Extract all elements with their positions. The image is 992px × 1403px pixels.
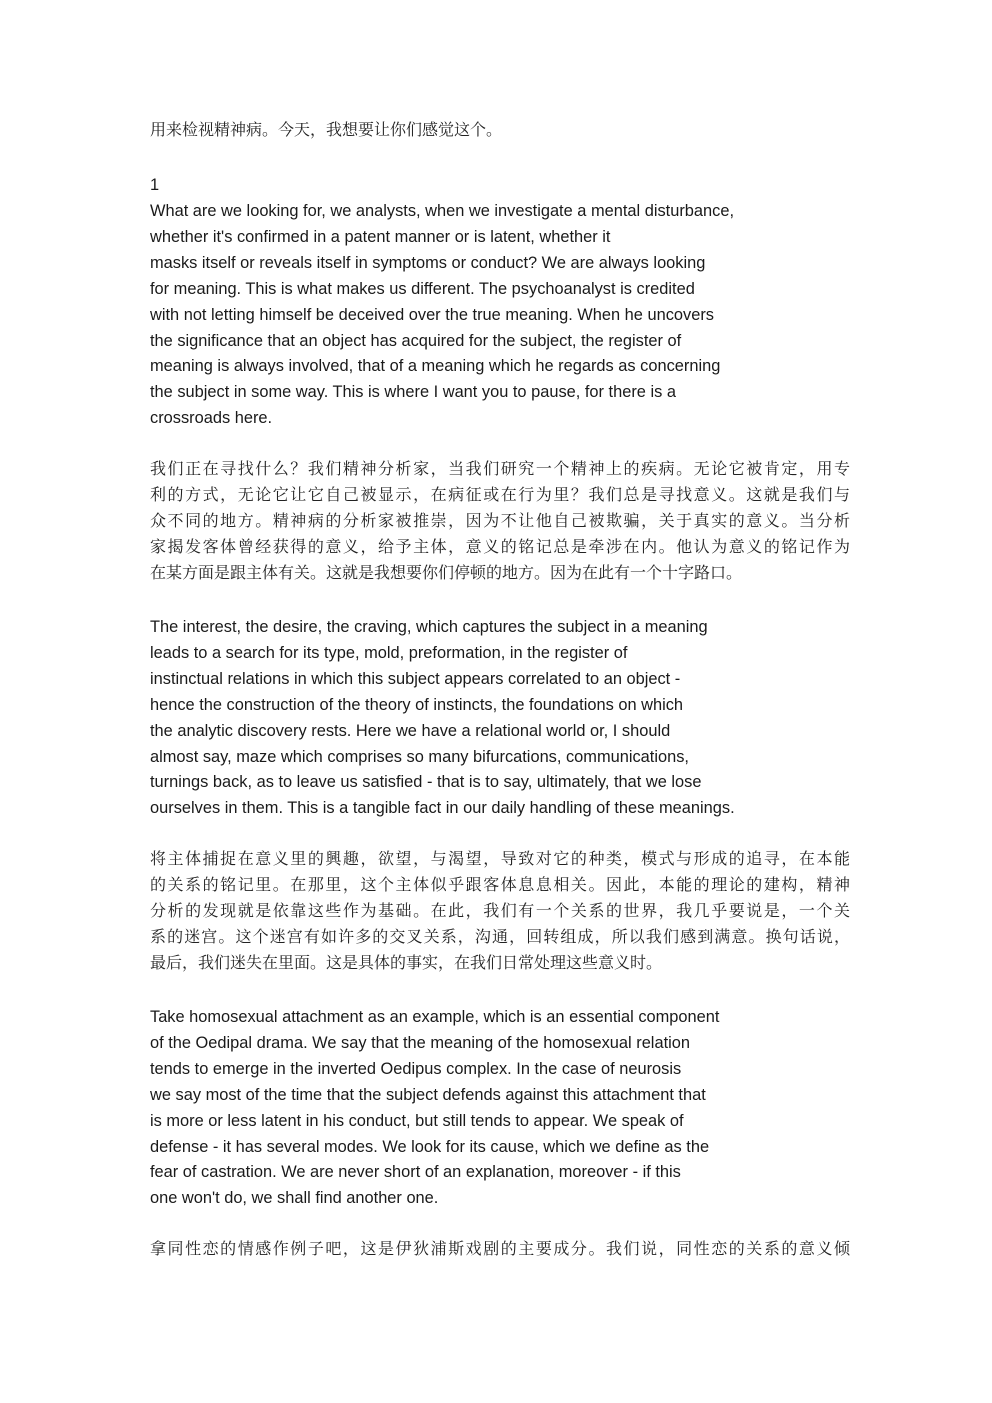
text-line: ourselves in them. This is a tangible fact in our daily handling of these meanings.	[150, 799, 735, 818]
text-line: with not letting himself be deceived over the true meaning. When he uncovers	[150, 305, 714, 324]
text-line: whether it's confirmed in a patent manner or is latent, whether it	[150, 227, 611, 246]
text-line: almost say, maze which comprises so many bifurcations, communications,	[150, 747, 689, 766]
text-line: leads to a search for its type, mold, preformation, in the register of	[150, 643, 628, 662]
text-line: 用来检视精神病。今天，我想要让你们感觉这个。	[150, 120, 503, 139]
text-line: The interest, the desire, the craving, which captures the subject in a meaning	[150, 618, 708, 636]
paragraph-1-english	[150, 199, 734, 432]
text-line: 1	[150, 176, 160, 194]
paragraph-3-chinese	[150, 1236, 850, 1262]
intro-paragraph	[150, 117, 850, 143]
text-line: 拿同性恋的情感作例子吧，这是伊狄浦斯戏剧的主要成分。我们说，同性恋的关系的意义倾	[150, 1239, 850, 1258]
text-line: 系的迷宫。这个迷宫有如许多的交叉关系，沟通，回转组成，所以我们感到满意。换句话说，	[150, 927, 850, 946]
section-number	[150, 173, 159, 199]
paragraph-1-chinese	[150, 456, 850, 586]
text-line: hence the construction of the theory of instincts, the foundations on which	[150, 695, 684, 714]
text-line: instinctual relations in which this subject appears correlated to an object -	[150, 669, 681, 688]
text-line: turnings back, as to leave us satisfied - that is to say, ultimately, that we lose	[150, 773, 702, 792]
text-line: 的关系的铭记里。在那里，这个主体似乎跟客体息息相关。因此，本能的理论的建构，精神	[150, 875, 850, 894]
paragraph-2-english	[150, 615, 735, 822]
text-line: the subject in some way. This is where I want you to pause, for there is a	[150, 383, 676, 402]
text-line: we say most of the time that the subject defends against this attachment that	[150, 1085, 706, 1104]
text-line: is more or less latent in his conduct, but still tends to appear. We speak of	[150, 1111, 684, 1130]
text-line: tends to emerge in the inverted Oedipus complex. In the case of neurosis	[150, 1059, 682, 1078]
text-line: 我们正在寻找什么？我们精神分析家，当我们研究一个精神上的疾病。无论它被肯定，用专	[150, 459, 850, 478]
text-line: 家揭发客体曾经获得的意义，给予主体，意义的铭记总是牵涉在内。他认为意义的铭记作为	[150, 537, 850, 556]
paragraph-2-chinese	[150, 846, 850, 976]
text-line: masks itself or reveals itself in symptoms or conduct? We are always looking	[150, 253, 706, 272]
text-line: defense - it has several modes. We look for its cause, which we define as the	[150, 1137, 710, 1156]
text-line: 众不同的地方。精神病的分析家被推崇，因为不让他自己被欺骗，关于真实的意义。当分析	[150, 511, 850, 530]
text-line: 利的方式，无论它让它自己被显示，在病征或在行为里？我们总是寻找意义。这就是我们与	[150, 485, 850, 504]
text-line: the analytic discovery rests. Here we have a relational world or, I should	[150, 721, 671, 740]
text-line: meaning is always involved, that of a meaning which he regards as concerning	[150, 357, 721, 376]
text-line: of the Oedipal drama. We say that the meaning of the homosexual relation	[150, 1033, 690, 1052]
text-line: for meaning. This is what makes us different. The psychoanalyst is credited	[150, 279, 695, 298]
text-line: 分析的发现就是依靠这些作为基础。在此，我们有一个关系的世界，我几乎要说是，一个关	[150, 901, 850, 920]
text-line: crossroads here.	[150, 409, 273, 428]
text-line: 在某方面是跟主体有关。这就是我想要你们停顿的地方。因为在此有一个十字路口。	[150, 563, 743, 582]
text-line: What are we looking for, we analysts, when we investigate a mental disturbance,	[150, 202, 734, 220]
text-line: Take homosexual attachment as an example, which is an essential component	[150, 1008, 720, 1026]
text-line: 最后，我们迷失在里面。这是具体的事实，在我们日常处理这些意义时。	[150, 953, 663, 972]
text-line: 将主体捕捉在意义里的興趣，欲望，与渴望，导致对它的种类，模式与形成的追寻，在本能	[150, 849, 850, 868]
text-line: the significance that an object has acquired for the subject, the register of	[150, 331, 682, 350]
text-line: one won't do, we shall find another one.	[150, 1189, 439, 1208]
paragraph-3-english	[150, 1005, 719, 1212]
text-line: fear of castration. We are never short of an explanation, moreover - if this	[150, 1163, 681, 1182]
